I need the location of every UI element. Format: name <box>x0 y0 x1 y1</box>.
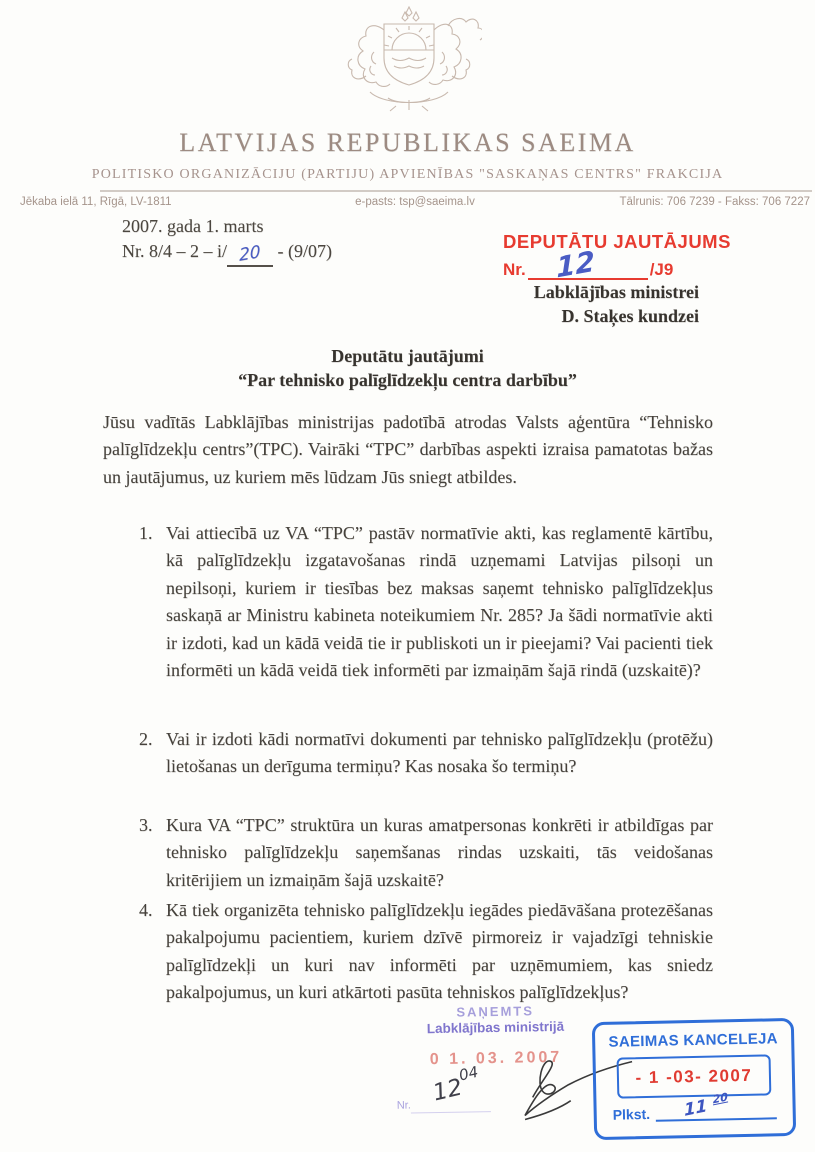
question-number: 2. <box>139 729 153 749</box>
question-text: Vai attiecībā uz VA “TPC” pastāv normatīvie akti, kas reglamentē kārtību, kā palīglīdzekļu izgatavošanas rindā uzņemami Latvijas pilsoņi un nepilsoņi, kuriem ir tiesības bez maksas saņemt tehnisko palīglīdzekļus saskaņā ar Ministru kabineta noteikumiem Nr. 285? Ja šādi normatīvie akti ir izdoti, kad un kādā veidā tie ir publiskoti un ir pieejami? Vai pacienti tiek informēti un kādā veidā tiek informēti par izmaiņām šajā rindā (uzskaitē)? <box>166 523 713 681</box>
time-blank-line <box>656 1090 777 1122</box>
time-minutes: 20 <box>712 1090 729 1107</box>
handwritten-number: 20 <box>238 242 261 266</box>
question-item <box>139 726 713 781</box>
addressee-person: D. Staķes kundzei <box>561 305 699 326</box>
question-item <box>139 520 713 684</box>
chancellery-stamp-title: SAEIMAS KANCELEJA <box>608 1030 778 1051</box>
stamp-nr-label: Nr. <box>503 260 526 279</box>
received-stamp-nr-line <box>411 1111 491 1113</box>
registration-number-main: 12 <box>430 1074 465 1107</box>
received-stamp-number-row <box>396 1062 597 1115</box>
document-number-prefix: Nr. 8/4 – 2 – i/ <box>122 241 228 261</box>
question-item <box>139 897 713 1007</box>
handwritten-registration-number <box>430 1062 484 1107</box>
question-item <box>139 812 713 894</box>
received-stamp-date: 0 1. 03. 2007 <box>429 1048 563 1069</box>
stamp-number-line <box>503 244 731 285</box>
intro-paragraph: Jūsu vadītās Labklājības ministrijas padotībā atrodas Valsts aģentūra “Tehnisko palīglīdzekļu centrs”(TPC). Vairāki “TPC” darbības aspekti izraisa pamatotas bažas un jautājumus, uz kuriem mēs lūdzam Jūs sniegt atbildes. <box>103 412 713 487</box>
chancellery-stamp-date: - 1 -03- 2007 <box>617 1054 772 1098</box>
document-date: 2007. gada 1. marts <box>122 216 264 236</box>
stamp-title: DEPUTĀTU JAUTĀJUMS <box>503 231 731 252</box>
letterhead-email: e-pasts: tsp@saeima.lv <box>355 196 475 208</box>
question-text: Kā tiek organizēta tehnisko palīglīdzekļu iegādes piedāvāšana protezēšanas pakalpojumu pacientiem, kuriem dzīvē pirmoreiz ir vajadzīgi tehniskie palīglīdzekļi un kuri nav informēti par uzņēmumiem, kas sniedz pakalpojumus, un kuri atkārtoti pasūta tehniskos palīglīdzekļus? <box>166 900 713 1003</box>
document-title <box>0 345 815 392</box>
document-title-line2: “Par tehnisko palīglīdzekļu centra darbību” <box>238 369 577 390</box>
document-meta <box>122 214 332 267</box>
letterhead-phone: Tālrunis: 706 7239 - Fakss: 706 7227 <box>619 196 810 208</box>
letterhead-contact-row <box>20 196 810 208</box>
document-number-suffix: - (9/07) <box>277 241 332 261</box>
handwritten-stamp-number: 12 <box>555 244 595 285</box>
received-stamp-subtitle: Labklājības ministrijā <box>426 1018 565 1037</box>
question-number: 1. <box>139 523 153 543</box>
stamp-nr-suffix: /J9 <box>649 260 674 279</box>
registration-number-sup: 04 <box>457 1062 480 1085</box>
chancellery-stamp-time-row <box>597 1090 793 1123</box>
received-stamp-title: SAŅEMTS <box>456 1003 535 1020</box>
stamp-nr-blank <box>528 244 648 285</box>
document-number-blank <box>227 239 273 267</box>
question-number: 3. <box>139 815 153 835</box>
question-text: Kura VA “TPC” struktūra un kuras amatpersonas konkrēti ir atbildīgas par tehnisko palīglīdzekļu saņemšanas rindas uzskaiti, tās veidošanas kritērijiem un izmaiņām šajā uzskaitē? <box>166 815 713 890</box>
latvia-coat-of-arms-icon <box>336 6 482 114</box>
document-number-line <box>122 239 332 267</box>
letterhead-title: LATVIJAS REPUBLIKAS SAEIMA <box>179 128 636 157</box>
question-number: 4. <box>139 900 153 920</box>
time-label: Plkst. <box>612 1105 651 1123</box>
addressee-block <box>534 281 699 328</box>
letterhead-subtitle: POLITISKO ORGANIZĀCIJU (PARTIJU) APVIENĪBAS "SASKAŅAS CENTRS" FRAKCIJA <box>91 167 724 182</box>
question-text: Vai ir izdoti kādi normatīvi dokumenti par tehnisko palīglīdzekļu (protēžu) lietošanas un derīguma termiņu? Kas nosaka šo termiņu? <box>166 729 713 777</box>
received-stamp-nr-label: Nr. <box>396 1099 411 1112</box>
addressee-ministry: Labklājības ministrei <box>533 282 699 302</box>
document-title-line1: Deputātu jautājumi <box>331 346 484 366</box>
chancellery-stamp <box>592 1018 796 1140</box>
letterhead-divider <box>100 190 812 192</box>
time-hours: 11 <box>683 1096 709 1121</box>
deputy-question-stamp <box>503 231 731 285</box>
received-stamp <box>395 1002 597 1115</box>
letterhead-address: Jēkaba ielā 11, Rīgā, LV-1811 <box>20 196 172 208</box>
